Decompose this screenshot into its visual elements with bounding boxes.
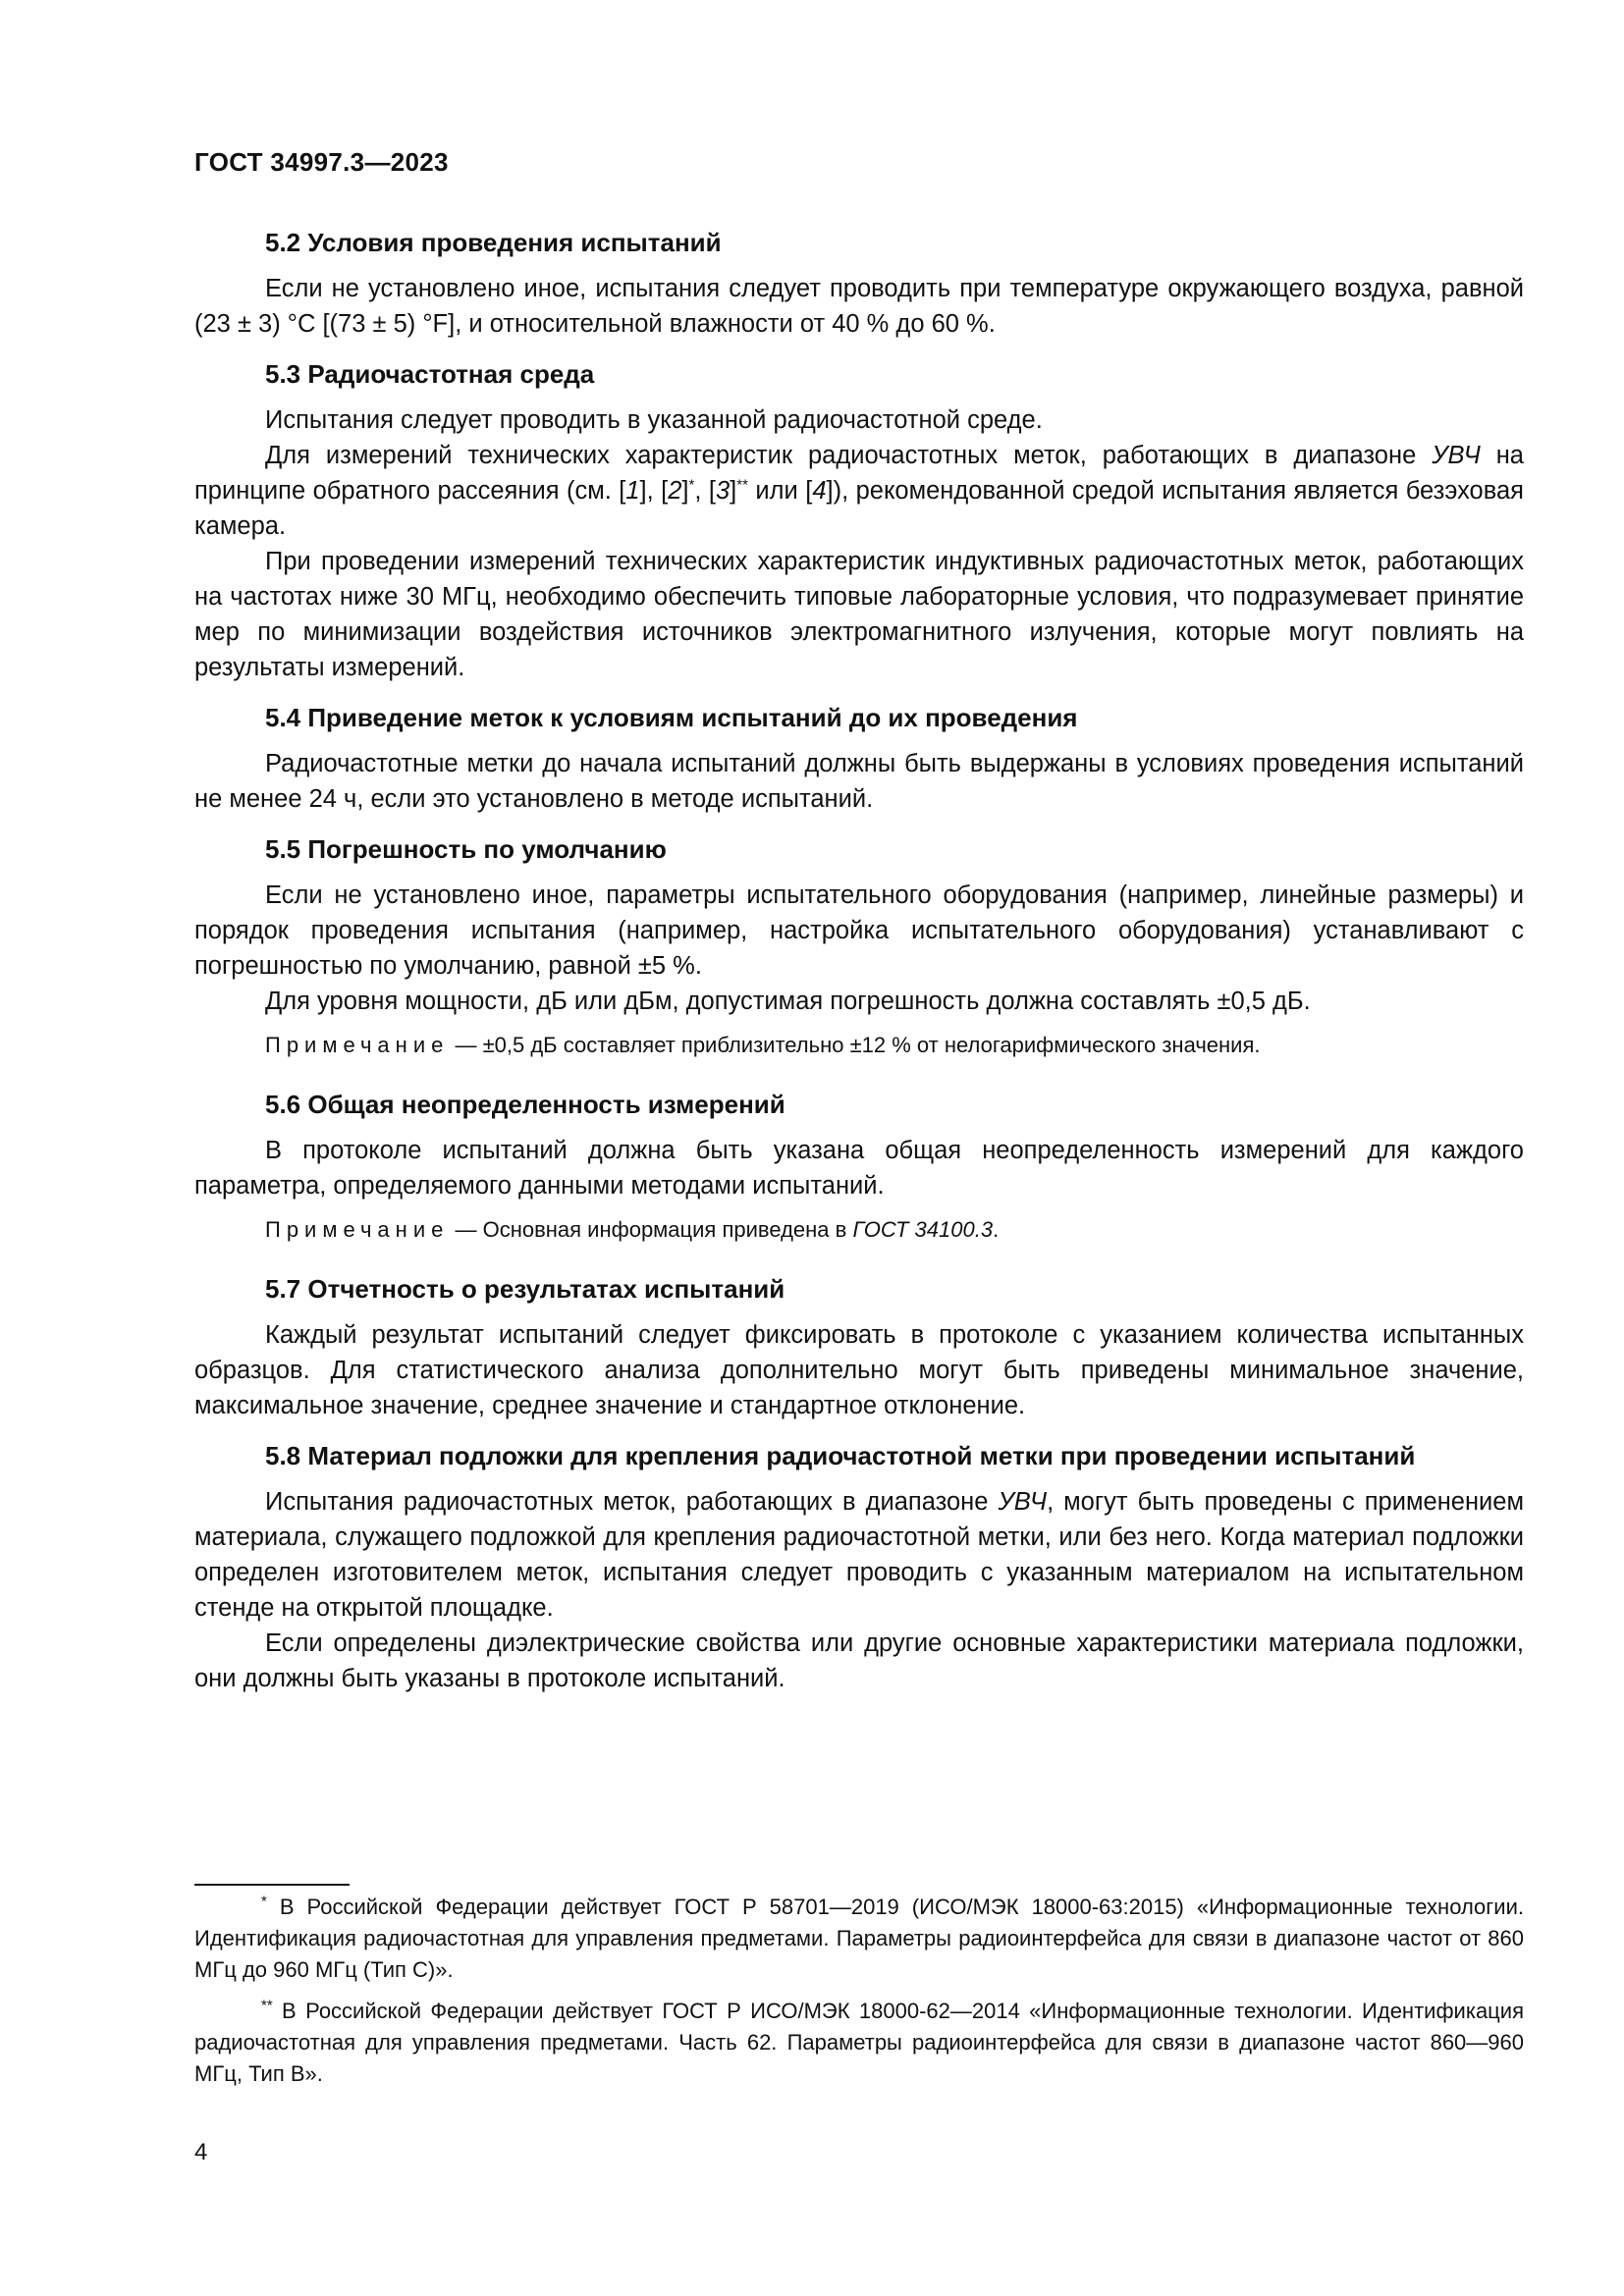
paragraph: В протоколе испытаний должна быть указана общая неопределенность измерений для каждого параметра, определяемого данными методами испытаний. [194, 1137, 1524, 1200]
footnote-marker: ** [736, 476, 748, 494]
bibliography-ref: 4 [812, 477, 827, 505]
paragraph: Если определены диэлектрические свойства или другие основные характеристики материала подложки, они должны быть указаны в протоколе испытаний. [194, 1629, 1524, 1692]
text-run: Для измерений технических характеристик радиочастотных меток, работающих в диапазоне [265, 442, 1433, 469]
section-title: 5.7 Отчетность о результатах испытаний [265, 1274, 785, 1304]
footnote-mark: ** [261, 1997, 273, 2014]
note-dash: — [449, 1217, 483, 1242]
text-run: ]), рекомендованной средой испытания является безэховая камера. [194, 477, 1524, 540]
page-number: 4 [194, 2139, 208, 2165]
section-5-4 [194, 699, 1524, 817]
note-label: Примечание [265, 1033, 450, 1057]
text-run: , [ [694, 477, 716, 505]
paragraph [194, 1484, 1524, 1626]
footnotes [194, 1884, 1524, 2100]
document-page [194, 0, 1524, 2296]
bibliography-ref: 1 [625, 477, 640, 505]
document-body [194, 224, 1524, 1710]
paragraph: При проведении измерений технических характеристик индуктивных радиочастотных меток, работающих на частотах ниже 30 МГц, необходимо обеспечить типовые лабораторные условия, что подразумевает принятие мер по минимизации воздействия источников электромагнитного излучения, которые могут повлиять на результаты измерений. [194, 548, 1524, 681]
paragraph: Радиочастотные метки до начала испытаний должны быть выдержаны в условиях проведения испытаний не менее 24 ч, если это установлено в методе испытаний. [194, 750, 1524, 813]
section-5-3 [194, 355, 1524, 685]
section-title: 5.5 Погрешность по умолчанию [265, 834, 667, 864]
section-5-7 [194, 1270, 1524, 1423]
footnote-rule [194, 1884, 350, 1886]
paragraph: Если не установлено иное, параметры испытательного оборудования (например, линейные размеры) и порядок проведения испытания (например, настройка испытательного оборудования) устанавливают с погрешностью по умолчанию, равной ±5 %. [194, 881, 1524, 980]
footnote-1 [194, 1892, 1524, 1986]
text-run: Испытания радиочастотных меток, работающих в диапазоне [265, 1488, 999, 1516]
uhf-term: УВЧ [1432, 442, 1481, 469]
note-text: ±0,5 дБ составляет приблизительно ±12 % от нелогарифмического значения. [482, 1033, 1261, 1057]
standard-ref: ГОСТ 34100.3 [852, 1217, 994, 1242]
note [265, 1213, 1524, 1247]
note-dash: — [449, 1033, 483, 1057]
paragraph: Для уровня мощности, дБ или дБм, допустимая погрешность должна составлять ±0,5 дБ. [265, 988, 1311, 1015]
note-end: . [993, 1217, 1000, 1242]
bibliography-ref: 2 [668, 477, 682, 505]
footnote-text: В Российской Федерации действует ГОСТ Р 58701—2019 (ИСО/МЭК 18000-63:2015) «Информационные технологии. Идентификация радиочастотная для управления предметами. Параметры радиоинтерфейса для связи в диапазоне частот от 860 МГц до 960 МГц (Тип С)». [194, 1895, 1524, 1982]
footnote-marker: * [688, 476, 695, 494]
section-title: 5.4 Приведение меток к условиям испытаний до их проведения [265, 703, 1078, 732]
text-run: или [ [747, 477, 813, 505]
section-title: 5.3 Радиочастотная среда [265, 359, 595, 389]
section-5-2 [194, 224, 1524, 342]
section-title: 5.2 Условия проведения испытаний [265, 228, 722, 257]
note [265, 1029, 1524, 1062]
footnote-mark: * [261, 1893, 267, 1910]
paragraph: Для измерений технических характеристик радиочастотных меток, работающих в диапазоне УВЧ на принципе обратного рассеяния (см. [1], [2]*, [3]** или [4]), рекомендованной средой испытания является безэховая камера. [194, 442, 1524, 540]
text-run: , могут быть проведены с применением материала, служащего подложкой для крепления радиочастотной метки, или без него. Когда материал подложки определен изготовителем меток, испытания следует проводить с указанным материалом на испытательном стенде на открытой площадке. [194, 1488, 1524, 1622]
document-header-id: ГОСТ 34997.3—2023 [194, 147, 449, 177]
section-title: 5.6 Общая неопределенность измерений [265, 1090, 785, 1119]
paragraph: Испытания следует проводить в указанной радиочастотной среде. [265, 406, 1043, 434]
note-label: Примечание [265, 1217, 450, 1242]
section-title: 5.8 Материал подложки для крепления радиочастотной метки при проведении испытаний [265, 1441, 1416, 1470]
text-run: ], [ [639, 477, 669, 505]
bibliography-ref: 3 [715, 477, 731, 505]
section-5-5 [194, 830, 1524, 1062]
footnote-2 [194, 1996, 1524, 2090]
section-5-8 [194, 1437, 1524, 1696]
text-run: на принципе обратного рассеяния (см. [ [194, 442, 1524, 505]
footnote-text: В Российской Федерации действует ГОСТ Р ИСО/МЭК 18000-62—2014 «Информационные технологии. Идентификация радиочастотная для управления предметами. Часть 62. Параметры радиоинтерфейса для связи в диапазоне частот 860—960 МГц, Тип В». [194, 1999, 1524, 2086]
uhf-term: УВЧ [998, 1488, 1048, 1516]
section-5-6 [194, 1086, 1524, 1247]
paragraph: Если не установлено иное, испытания следует проводить при температуре окружающего воздуха, равной (23 ± 3) °С [(73 ± 5) °F], и относительной влажности от 40 % до 60 %. [194, 275, 1524, 338]
paragraph: Каждый результат испытаний следует фиксировать в протоколе с указанием количества испытанных образцов. Для статистического анализа дополнительно могут быть приведены минимальное значение, максимальное значение, среднее значение и стандартное отклонение. [194, 1321, 1524, 1419]
note-text: Основная информация приведена в [482, 1217, 853, 1242]
